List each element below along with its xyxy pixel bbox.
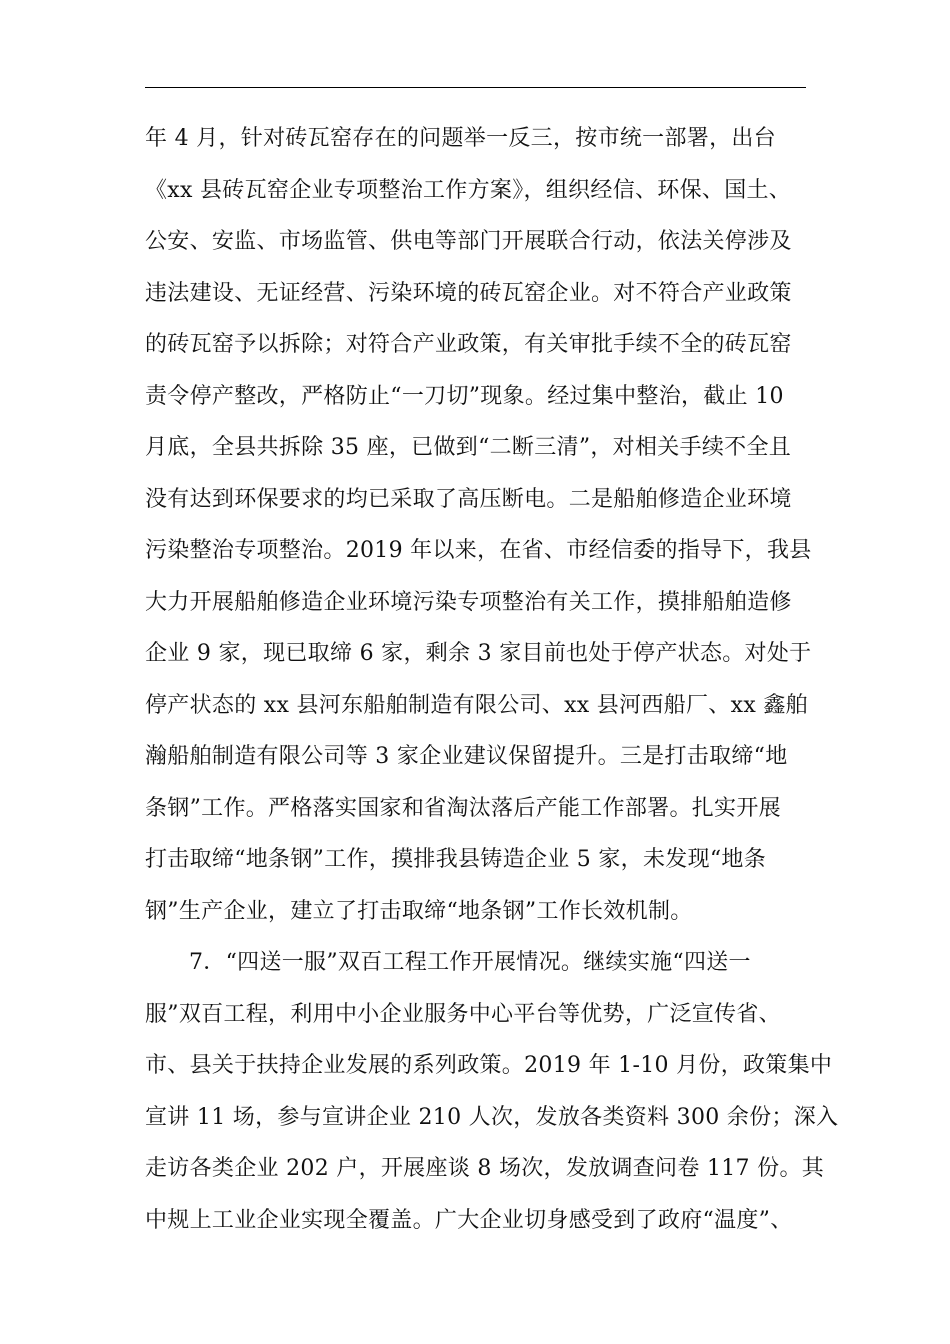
paragraph-first-line: 7．“四送一服”双百工程工作开展情况。继续实施“四送一 [189,950,751,975]
text-line: 打击取缔“地条钢”工作，摸排我县铸造企业 5 家，未发现“地条 [145,847,767,872]
text-line: 污染整治专项整治。2019 年以来，在省、市经信委的指导下，我县 [145,538,812,563]
text-line: 违法建设、无证经营、污染环境的砖瓦窑企业。对不符合产业政策 [145,280,792,306]
text-line: 的砖瓦窑予以拆除；对符合产业政策，有关审批手续不全的砖瓦窑 [145,332,792,357]
header-rule [145,87,806,88]
text-line: 没有达到环保要求的均已采取了高压断电。二是船舶修造企业环境 [145,486,792,512]
text-line: 《xx 县砖瓦窑企业专项整治工作方案》，组织经信、环保、国土、 [145,177,792,203]
text-line: 瀚船舶制造有限公司等 3 家企业建议保留提升。三是打击取缔“地 [145,744,788,769]
text-line: 中规上工业企业实现全覆盖。广大企业切身感受到了政府“温度”、 [145,1207,793,1233]
text-line: 市、县关于扶持企业发展的系列政策。2019 年 1-10 月份，政策集中 [145,1053,833,1078]
text-line: 服”双百工程，利用中小企业服务中心平台等优势，广泛宣传省、 [145,1001,781,1027]
text-line: 钢”生产企业，建立了打击取缔“地条钢”工作长效机制。 [145,898,693,924]
text-line: 公安、安监、市场监管、供电等部门开展联合行动，依法关停涉及 [145,229,792,254]
text-line: 责令停产整改，严格防止“一刀切”现象。经过集中整治，截止 10 [145,383,784,409]
text-line: 企业 9 家，现已取缔 6 家，剩余 3 家目前也处于停产状态。对处于 [145,641,812,666]
text-line: 年 4 月，针对砖瓦窑存在的问题举一反三，按市统一部署，出台 [145,126,776,151]
text-line: 月底，全县共拆除 35 座，已做到“二断三清”，对相关手续不全且 [145,435,792,460]
text-line: 条钢”工作。严格落实国家和省淘汰落后产能工作部署。扎实开展 [145,795,781,821]
text-line: 宣讲 11 场，参与宣讲企业 210 人次，发放各类资料 300 余份；深入 [145,1104,839,1130]
text-line: 大力开展船舶修造企业环境污染专项整治有关工作，摸排船舶造修 [145,589,792,615]
text-line: 停产状态的 xx 县河东船舶制造有限公司、xx 县河西船厂、xx 鑫舶 [145,692,808,718]
document-body [145,118,839,1251]
text-line: 走访各类企业 202 户，开展座谈 8 场次，发放调查问卷 117 份。其 [145,1156,825,1181]
